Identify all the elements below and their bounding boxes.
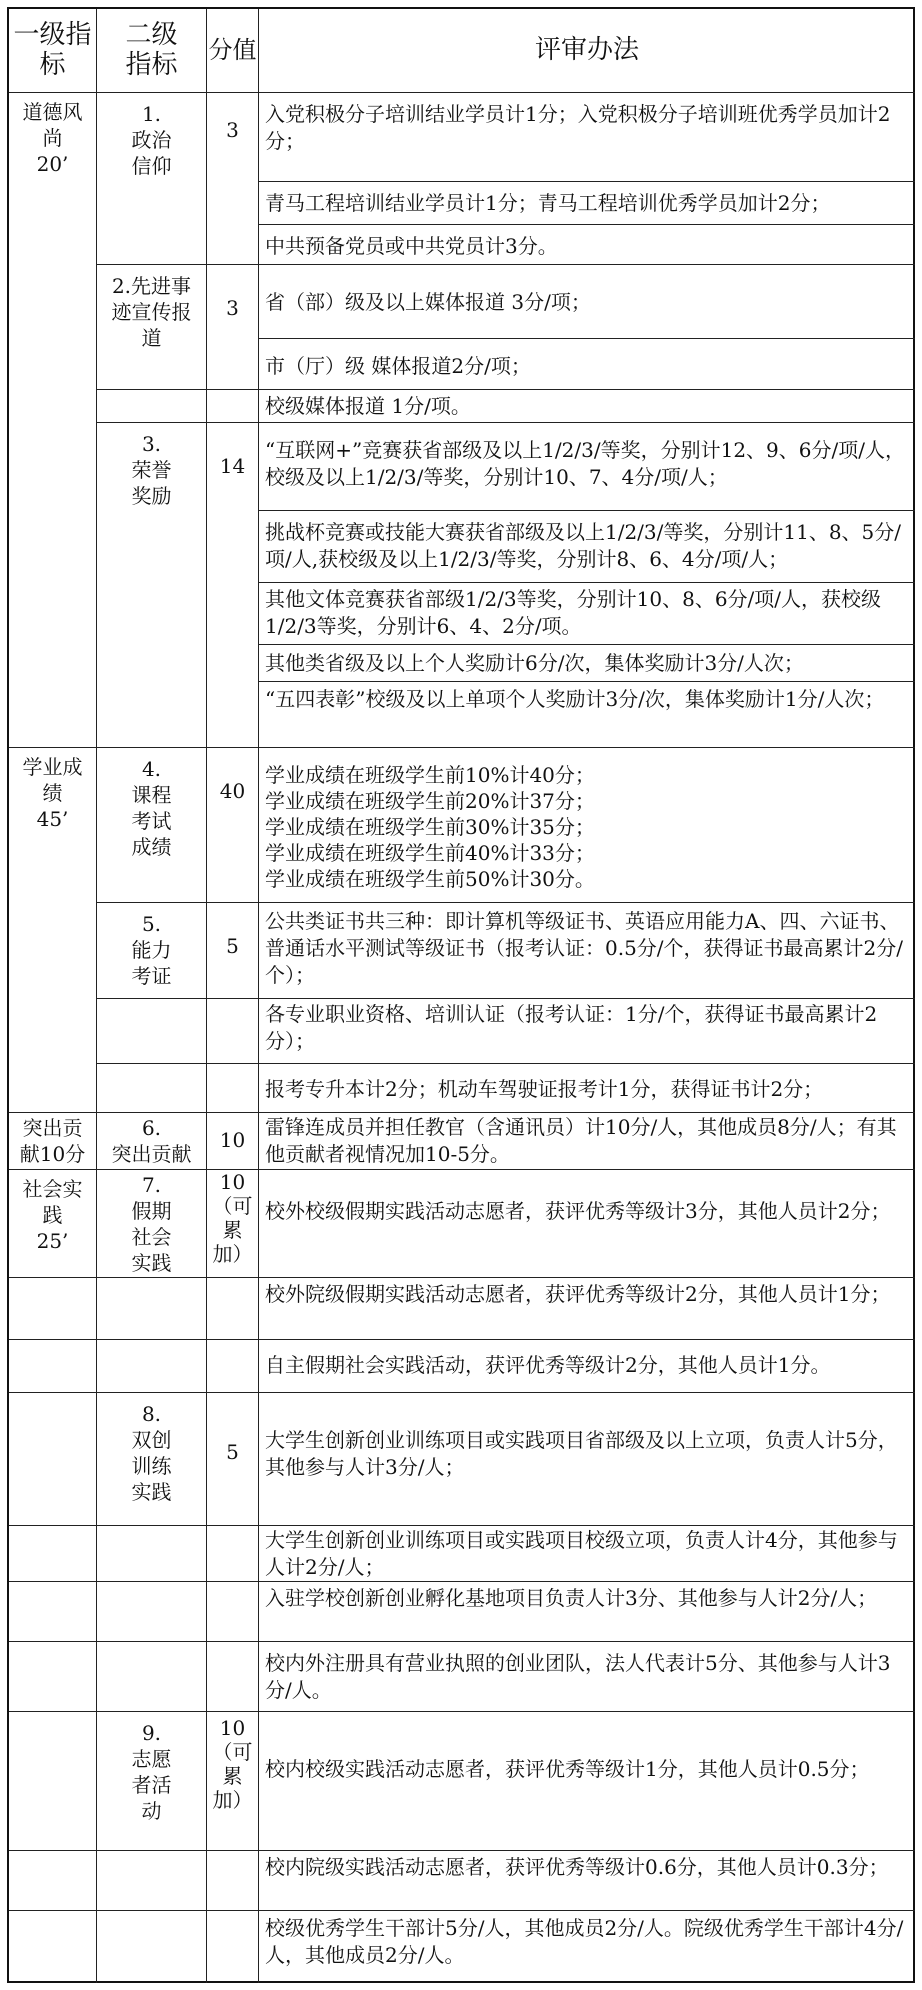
method-text: 大学生创新创业训练项目或实践项目省部级及以上立项，负责人计5分，其他参与人计3分/人； — [265, 1428, 898, 1480]
level2-innovation-text: 8. 双创 训练 实践 — [131, 1402, 172, 1504]
level1-academic — [9, 748, 97, 1113]
level2-honors — [97, 423, 207, 748]
level2-exam-grades — [97, 748, 207, 903]
header-level1 — [9, 9, 97, 93]
method-row — [259, 93, 915, 182]
level1-social — [9, 1170, 97, 1278]
header-score — [207, 9, 259, 93]
method-text: 大学生创新创业训练项目或实践项目校级立项，负责人计4分，其他参与人计2分/人； — [265, 1528, 898, 1580]
score-empty — [207, 1278, 259, 1340]
score-empty — [207, 1851, 259, 1911]
level2-certificates-text: 5. 能力 考证 — [131, 912, 172, 988]
level2-exam-grades-text: 4. 课程 考试 成绩 — [131, 757, 172, 859]
level1-contribution-text: 突出贡 献10分 — [19, 1116, 86, 1166]
level2-deed-report-text: 2.先进事 迹宣传报 道 — [111, 274, 192, 350]
level2-empty — [97, 999, 207, 1064]
method-row — [259, 1911, 915, 1983]
level1-academic-text: 学业成 绩 45’ — [22, 755, 83, 831]
method-row — [259, 999, 915, 1064]
method-text: 校级优秀学生干部计5分/人，其他成员2分/人。院级优秀学生干部计4分/人，其他成员2分/人。 — [265, 1916, 904, 1968]
level2-empty — [97, 1526, 207, 1582]
score-1 — [207, 93, 259, 265]
level2-empty — [97, 1278, 207, 1340]
method-text: 市（厅）级 媒体报道2分/项； — [265, 354, 531, 378]
score-8-text: 5 — [226, 1440, 239, 1464]
method-row — [259, 265, 915, 339]
method-row — [259, 339, 915, 390]
level2-innovation — [97, 1393, 207, 1526]
level1-empty — [9, 1851, 97, 1911]
method-text: 其他文体竞赛获省部级1/2/3等奖，分别计10、8、6分/项/人，获校级1/2/3等奖，分别计6、4、2分/项。 — [265, 587, 882, 639]
method-row — [259, 903, 915, 999]
level2-empty — [97, 1340, 207, 1393]
level1-moral — [9, 93, 97, 748]
method-row — [259, 1064, 915, 1113]
score-9-text: 10 （可 累 加） — [212, 1716, 253, 1812]
method-row — [259, 645, 915, 682]
method-text: 省（部）级及以上媒体报道 3分/项； — [265, 290, 591, 314]
method-text: 入党积极分子培训结业学员计1分；入党积极分子培训班优秀学员加计2分； — [265, 102, 891, 154]
level1-empty — [9, 1582, 97, 1642]
level2-holiday-practice-text: 7. 假期 社会 实践 — [131, 1173, 172, 1275]
method-row — [259, 748, 915, 903]
method-row — [259, 225, 915, 265]
method-row — [259, 511, 915, 583]
method-text: 雷锋连成员并担任教官（含通讯员）计10分/人，其他成员8分/人；有其他贡献者视情况加10-5分。 — [265, 1115, 897, 1167]
level2-empty — [97, 1851, 207, 1911]
level1-empty — [9, 1712, 97, 1851]
score-4 — [207, 748, 259, 903]
header-level2-text: 二级 指标 — [125, 19, 178, 80]
level2-contribution — [97, 1113, 207, 1170]
header-level1-text: 一级指 标 — [13, 19, 92, 80]
method-row — [259, 1393, 915, 1526]
header-method-text: 评审办法 — [534, 34, 639, 65]
level2-empty — [97, 1582, 207, 1642]
method-text: 青马工程培训结业学员计1分；青马工程培训优秀学员加计2分； — [265, 191, 831, 215]
method-text: “五四表彰”校级及以上单项个人奖励计3分/次，集体奖励计1分/人次； — [265, 687, 885, 711]
method-text: 报考专升本计2分；机动车驾驶证报考计1分，获得证书计2分； — [265, 1077, 824, 1101]
method-row — [259, 390, 915, 423]
level2-empty — [97, 1642, 207, 1712]
score-5-text: 5 — [226, 934, 239, 958]
score-6-text: 10 — [219, 1128, 246, 1152]
score-8 — [207, 1393, 259, 1526]
method-text: 学业成绩在班级学生前10%计40分； 学业成绩在班级学生前20%计37分； 学业成绩在班级学生前30%计35分； 学业成绩在班级学生前40%计33分； 学业成绩在班级学生前50%计30分。 — [265, 763, 595, 891]
level2-honors-text: 3. 荣誉 奖励 — [131, 432, 172, 508]
method-row — [259, 1170, 915, 1278]
header-score-text: 分值 — [208, 35, 257, 64]
method-row — [259, 583, 915, 645]
score-empty — [207, 999, 259, 1064]
method-row — [259, 1582, 915, 1642]
level2-empty — [97, 1911, 207, 1983]
level2-political-belief — [97, 93, 207, 265]
method-text: 挑战杯竞赛或技能大赛获省部级及以上1/2/3/等奖，分别计11、8、5分/项/人,获校级及以上1/2/3/等奖，分别计8、6、4分/项/人； — [265, 520, 902, 572]
score-3-text: 14 — [219, 454, 246, 478]
method-row — [259, 1340, 915, 1393]
score-empty — [207, 1582, 259, 1642]
score-3 — [207, 423, 259, 748]
method-row — [259, 1278, 915, 1340]
level1-empty — [9, 1278, 97, 1340]
score-empty — [207, 1064, 259, 1113]
score-7 — [207, 1170, 259, 1278]
level2-certificates — [97, 903, 207, 999]
header-level2 — [97, 9, 207, 93]
method-text: 校内院级实践活动志愿者，获评优秀等级计0.6分，其他人员计0.3分； — [265, 1855, 889, 1879]
method-text: 各专业职业资格、培训认证（报考认证：1分/个，获得证书最高累计2分）； — [265, 1002, 878, 1054]
score-2-text: 3 — [226, 296, 239, 320]
level1-empty — [9, 1526, 97, 1582]
method-row — [259, 1642, 915, 1712]
level1-moral-text: 道德风 尚 20’ — [22, 100, 83, 176]
method-text: 校内校级实践活动志愿者，获评优秀等级计1分，其他人员计0.5分； — [265, 1757, 870, 1781]
method-text: 其他类省级及以上个人奖励计6分/次，集体奖励计3分/人次； — [265, 651, 804, 675]
score-empty — [207, 1340, 259, 1393]
level1-contribution — [9, 1113, 97, 1170]
level2-volunteer — [97, 1712, 207, 1851]
method-text: 校内外注册具有营业执照的创业团队，法人代表计5分、其他参与人计3分/人。 — [265, 1651, 891, 1703]
level2-holiday-practice — [97, 1170, 207, 1278]
score-6 — [207, 1113, 259, 1170]
score-empty — [207, 390, 259, 423]
level1-empty — [9, 1340, 97, 1393]
score-2 — [207, 265, 259, 390]
method-text: 校级媒体报道 1分/项。 — [265, 394, 471, 418]
method-text: 中共预备党员或中共党员计3分。 — [265, 234, 558, 258]
method-text: 公共类证书共三种：即计算机等级证书、英语应用能力A、四、六证书、普通话水平测试等级证书（报考认证：0.5分/个，获得证书最高累计2分/个）； — [265, 909, 904, 988]
score-9 — [207, 1712, 259, 1851]
level1-empty — [9, 1911, 97, 1983]
header-method — [259, 9, 915, 93]
method-row — [259, 682, 915, 748]
method-row — [259, 1851, 915, 1911]
method-row — [259, 1526, 915, 1582]
method-text: 入驻学校创新创业孵化基地项目负责人计3分、其他参与人计2分/人； — [265, 1586, 878, 1610]
level2-volunteer-text: 9. 志愿 者活 动 — [131, 1721, 172, 1823]
level1-empty — [9, 1642, 97, 1712]
method-row — [259, 1712, 915, 1851]
level2-empty — [97, 1064, 207, 1113]
score-7-text: 10 （可 累 加） — [212, 1170, 253, 1266]
method-text: 校外院级假期实践活动志愿者，获评优秀等级计2分，其他人员计1分； — [265, 1282, 891, 1306]
method-text: 校外校级假期实践活动志愿者，获评优秀等级计3分，其他人员计2分； — [265, 1199, 891, 1223]
method-text: 自主假期社会实践活动，获评优秀等级计2分，其他人员计1分。 — [265, 1353, 831, 1377]
score-5 — [207, 903, 259, 999]
method-text: “互联网+”竞赛获省部级及以上1/2/3/等奖，分别计12、9、6分/项/人，校级及以上1/2/3/等奖，分别计10、7、4分/项/人； — [265, 438, 905, 490]
score-4-text: 40 — [219, 779, 246, 803]
score-empty — [207, 1911, 259, 1983]
method-row — [259, 1113, 915, 1170]
score-1-text: 3 — [226, 118, 239, 142]
level2-political-belief-text: 1. 政治 信仰 — [131, 102, 172, 178]
method-row — [259, 423, 915, 511]
level2-deed-report — [97, 265, 207, 390]
level2-empty — [97, 390, 207, 423]
level1-empty — [9, 1393, 97, 1526]
score-empty — [207, 1526, 259, 1582]
evaluation-table — [7, 7, 915, 1983]
score-empty — [207, 1642, 259, 1712]
method-row — [259, 182, 915, 225]
level1-social-text: 社会实 践 25’ — [22, 1177, 83, 1253]
level2-contribution-text: 6. 突出贡献 — [111, 1116, 192, 1166]
